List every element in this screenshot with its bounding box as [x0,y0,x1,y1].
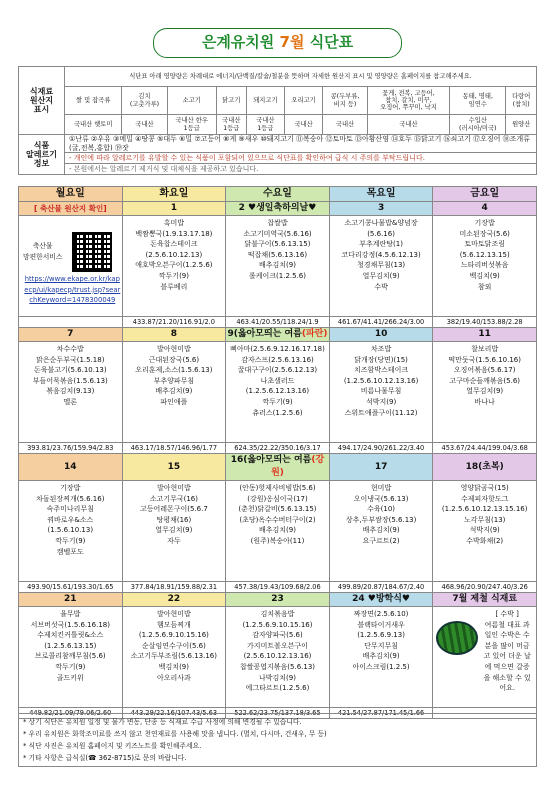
menu-item: 미소된장국(5.6) [459,229,510,238]
nutrition-cell: 463.41/20.55/118.24/1.9 [226,317,330,328]
date-highlight: (파란) [301,329,328,339]
menu-item: 아이스크림(1.2.5) [352,662,410,671]
nutrition-cell: 468.96/20.90/247.40/3.26 [433,582,537,593]
menu-cell [329,216,433,317]
menu-item: 나박김치(9) [259,673,296,682]
menu-item: (원주)복숭아(11) [250,536,305,545]
menu-item: 부추양파무침 [153,376,195,385]
menu-cell [329,481,433,582]
menu-cell [226,481,330,582]
menu-item: 백짬뽕국(1.9.13.17.18) [135,229,213,238]
day-fri: 금요일 [433,187,537,202]
menu-item: 석박지(9) [365,397,397,406]
menu-cell [433,481,537,582]
nutrition-cell: 433.87/21.20/116.91/2.0 [122,317,226,328]
menu-cell [433,216,537,317]
menu-item: (1.5.6.10.13) [47,526,94,535]
menu-cell [226,342,330,443]
menu-item: (1.2.5.6.9.10.15.16) [242,620,313,629]
menu-item: 열무김치(9) [362,271,400,280]
seasonal-box [433,607,537,708]
menu-item: (강원)옹심이국(17) [247,494,308,503]
menu-item: 코다리강정(4.5.6.12.13) [341,250,421,259]
menu-item: 돈육불고기(5.6.10.13) [33,366,107,375]
menu-item: 깍두기(9) [158,271,189,280]
menu-cell [19,216,123,317]
menu-item: 캠벨포도 [56,547,84,556]
menu-cell [122,607,226,708]
menu-item: 파인애플 [160,397,188,406]
monday-info-text: 축산물 맘편한서비스 [23,242,63,261]
menu-cell [19,342,123,443]
day-tue: 화요일 [122,187,226,202]
menu-item: (안동)헛제사비빔밥(5.6) [239,484,316,492]
menu-item: 배추김치(9) [259,261,296,270]
menu-item: 차수수밥 [56,345,84,353]
note-line: * 상기 식단은 유치원 일정 및 물가 변동, 단종 등 식재료 수급 사정에 의해 변경될 수 있습니다. [23,718,302,726]
menu-item: 찹쌀밥 [267,219,288,227]
menu-item: (2.5.6.10.12.13) [145,250,203,259]
nutrition-cell: 449.82/21.09/79.06/2.60 [19,708,123,719]
origin-item-name: 돼지고기 [246,87,284,115]
date-cell: 21 [19,593,123,607]
date-cell: 3 [329,202,433,216]
menu-item: 발아현미밥 [156,484,191,492]
date-cell: 18(초복) [433,454,537,481]
menu-item: 떡만둣국(1.5.6.10.16) [448,355,521,364]
date-cell: 23 [226,593,330,607]
menu-item: (춘천)닭갈비(5.6.13.15) [238,505,317,514]
menu-item: 블랙타이거새우 [357,620,405,629]
origin-item-name: 다랑어 (참치) [506,87,537,115]
menu-item: 백김치(9) [158,662,189,671]
menu-item: (5.6.12.13.15) [459,250,510,259]
menu-item: (1.2.5.6.10.12.13.16) [343,376,419,385]
menu-item: (1.2.5.6.10.12.13.15.16) [441,505,528,514]
menu-item: 느타리버섯볶음 [461,261,509,270]
origin-item-name: 닭고기 [216,87,246,115]
menu-item: 브로콜리참깨무침(5.6) [34,652,106,661]
seasonal-label: [ 수박 ] [495,610,519,618]
menu-item: 배추김치(9) [362,652,400,661]
menu-item: 배추김치(9) [155,387,193,396]
menu-item: 오리훈제,소스(1.5.6.13) [135,366,213,375]
menu-cell [433,342,537,443]
menu-item: 차돌된장찌개(5.6.16) [36,494,105,503]
menu-item: 배추김치(9) [362,526,400,535]
menu-item: 근대된장국(5.6) [148,355,200,364]
menu-item: 애호박오븐구이(1.2.5.6) [135,261,213,270]
menu-item: 맑은순두부국(1.5.18) [36,355,105,364]
menu-item: 발아현미밥 [156,610,191,618]
menu-item: 기장밥 [474,219,495,227]
date-cell: 24 ♥방학식♥ [329,593,433,607]
date-cell: 10 [329,328,433,342]
menu-item: 고구마순들깨볶음(5.6) [449,376,521,385]
menu-cell [226,607,330,708]
origin-item-value: 수입산 (러시아/미국) [450,115,506,135]
menu-item: 스위트애플구이(11.12) [344,408,418,417]
menu-item: 롤케이크(1.2.5.6) [248,271,306,280]
origin-item-name: 콩(두부류, 비지 등) [323,87,368,115]
menu-item: 찹쌀꽁엽지볶음(5.6.13) [239,662,316,671]
nutrition-cell: 493.90/15.61/193.30/1.65 [19,582,123,593]
menu-item: 깍두기(9) [55,536,86,545]
day-mon: 월요일 [19,187,123,202]
origin-item-name: 쌀 및 잡곡류 [65,87,122,115]
menu-item: 흑미밥 [163,219,185,227]
menu-item: (1.2.5.6.12.13.16) [245,387,310,396]
date-cell: 8 [122,328,226,342]
nutrition-cell: 443.29/22.16/107.43/5.63 [122,708,226,719]
menu-item: 가지미트볼오븐구이 [247,641,308,650]
note-line: * 식단 사진은 유치원 홈페이지 및 키즈노트를 확인해주세요. [23,742,202,750]
menu-item: 서브버섯국(1.5.6.16.18) [30,620,110,629]
menu-item: 삐아마(2.5.6.9.12.16.17.18) [230,345,325,353]
date-cell: 9(옳아모띄는 여름(파란) [226,328,330,342]
menu-cell [122,342,226,443]
nutrition-cell: 624.35/22.22/350.16/3.17 [226,443,330,454]
date-cell: 16(옳아모띄는 여름(강원) [226,454,330,481]
nutrition-cell: 499.89/20.87/184.67/2.40 [329,582,433,593]
menu-item: 토마토닭조림 [464,240,505,249]
menu-item: 차조밥 [370,345,392,353]
menu-item: 오징어볶음(5.6.17) [453,366,516,375]
menu-item: 발아현미밥 [156,345,191,353]
page-title: 은계유치원 7월 식단표 [153,28,402,58]
menu-item: 비름나물무침 [360,387,402,396]
nutrition-cell: 522.62/23.75/137.18/3.65 [226,708,330,719]
menu-item: 치즈함박스테이크 [354,366,409,375]
menu-item: (초당)옥수수버터구이(2) [239,515,316,524]
menu-item: 소고기미역국(5.6.16) [243,229,312,238]
nutrition-cell: 377.84/18.91/159.88/2.31 [122,582,226,593]
menu-item: 감자스프(2.5.6.13.16) [241,355,314,364]
menu-item: 현미밥 [370,484,392,492]
menu-table [18,186,537,719]
menu-item: 탕평채(16) [156,515,192,524]
nutrition-cell: 494.17/24.90/261.22/3.40 [329,443,433,454]
date-cell: 15 [122,454,226,481]
menu-item: 열무김치(9) [155,526,193,535]
nutrition-cell: 393.81/23.76/159.94/2.83 [19,443,123,454]
nutrition-cell: 461.67/41.41/266.24/3.00 [329,317,433,328]
menu-item: 수박 [374,282,388,291]
date-cell: 1 [122,202,226,216]
allergy-list: ①난류 ②우유 ③메밀 ④땅콩 ⑤대두 ⑥밀 ⑦고등어 ⑧게 ⑨새우 ⑩돼지고기 ⑪복숭아 ⑫토마토 ⑬아황산염 ⑭호두 ⑮닭고기 ⑯쇠고기 ⑰오징어 ⑱조개류(굴,전복,홍합) ⑲잣 [65,135,537,153]
menu-cell [329,342,433,443]
menu-item: (1.2.5.6.13.15) [44,641,97,650]
allergy-label: 식품 알레르기 정보 [19,135,65,175]
menu-item: 블루베리 [160,282,188,291]
origin-desc: 식단표 아래 영양량은 차례대로 에너지/단백질/칼슘/철분을 뜻하며 자세한 원산지 표시 및 영양량은 홈페이지를 참고해주세요. [65,67,537,87]
menu-item: 깍두기(9) [55,662,86,671]
date-cell: [ 축산물 원산지 확인] [19,202,123,216]
menu-cell [122,481,226,582]
menu-item: 깍두기(9) [262,397,293,406]
menu-item: 골드키위 [56,673,84,682]
menu-item: 멜론 [63,397,78,406]
origin-item-value: 국내산 햇토미 [65,115,122,135]
menu-item: 김치볶음밥 [260,610,295,618]
date-cell: 7월 제철 식재료 [433,593,537,607]
day-wed: 수요일 [226,187,330,202]
date-cell: 2 ♥생일축하의날♥ [226,202,330,216]
origin-item-name: 오리고기 [284,87,322,115]
date-cell: 14 [19,454,123,481]
menu-item: 자두 [167,536,181,545]
menu-item: 소고기무국(16) [149,494,198,503]
menu-item: 떡잡채(5.6.13.16) [247,250,308,259]
menu-item: 부들어묵볶음(1.5.6.13) [32,376,108,385]
nutrition-cell: 421.54/27.87/171.45/1.66 [329,708,433,719]
menu-item: 숙주미나리무침 [46,505,94,514]
menu-item: (1.2.5.6.9.10.15.16) [138,631,209,640]
menu-item: 수제피자핫도그 [461,494,509,503]
menu-item: 볶음김치(9.13) [46,387,95,396]
menu-item: 닭개장(당면)(15) [354,355,408,364]
menu-item: 나초샐러드 [260,376,295,385]
menu-item: 상추,두부쌈장(5.6.13) [345,515,417,524]
day-thu: 목요일 [329,187,433,202]
origin-link[interactable]: https://www.ekape.or.kr/kapecp/ui/kapecp/trust.jsp?searchKeyword=1478300049 [24,275,121,305]
menu-item: 배추김치(9) [259,526,296,535]
date-cell: 22 [122,593,226,607]
menu-item: (5.6.16) [367,229,395,238]
menu-item: 백김치(9) [469,271,500,280]
nutrition-cell: 453.67/24.44/199.04/3.68 [433,443,537,454]
nutrition-cell: 382/19.40/153.88/2.28 [433,317,537,328]
menu-cell [329,607,433,708]
date-cell: 17 [329,454,433,481]
menu-cell [19,607,123,708]
menu-item: 돈육찹스테이크 [150,240,198,249]
origin-item-name: 김치 (고춧가루) [122,87,167,115]
origin-item-name: 동태, 명태, 임연수 [450,87,506,115]
menu-item: 단무지무침 [364,641,398,650]
menu-item: 고등어레몬구이(5.6.7 [139,505,208,514]
menu-item: 순살임연수구이(5.6) [141,641,206,650]
origin-item-value: 국내산 [323,115,368,135]
menu-item: 닭불구이(5.6.13.15) [244,240,311,249]
origin-item-value: 국내산 [367,115,449,135]
menu-item: (1.2.5.6.9.13) [357,631,405,640]
qr-code-icon[interactable] [72,232,112,272]
origin-item-value: 국내산 한우 1등급 [167,115,216,135]
nutrition-cell: 463.17/18.57/146.96/1.77 [122,443,226,454]
menu-cell [19,481,123,582]
origin-item-value: 원양산 [506,115,537,135]
origin-item-value: 국내산 [122,115,167,135]
note-line: * 기타 사항은 급식실(☎ 362-8715)로 문의 바랍니다. [23,754,187,762]
origin-item-value: 국내산 [284,115,322,135]
menu-item: 영양닭곰국(15) [460,484,509,492]
menu-item: 수박화채(2) [466,536,504,545]
menu-item: 열무김치(9) [466,387,504,396]
notes [18,713,537,767]
allergy-note-1: - 개인에 따라 알레르기를 유발할 수 있는 식품이 포함되어 있으므로 식단표를 확인하여 급식 시 주의를 부탁드립니다. [69,153,425,162]
menu-item: 노각무침(13) [463,515,506,524]
origin-label: 식재료 원산지 표시 [19,67,65,135]
menu-item: 기장밥 [60,484,81,492]
menu-item: 오이냉국(5.6.13) [353,494,409,503]
menu-item: 햄모듬찌개 [156,620,191,629]
menu-item: 찰보리밥 [471,345,499,353]
menu-item: 소고기콩나물밥&양념장 [344,219,418,227]
origin-item-value: 국내산 1등급 [216,115,246,135]
menu-item: 석박지(9) [469,526,500,535]
seasonal-text: 여름철 대표 과일인 수박은 수분을 많이 머금고 있어 더운 날에 먹으면 갈증을 해소할 수 있어요. [483,620,531,693]
note-line: * 우리 유치원은 화학조미료를 쓰지 않고 천연재료를 사용해 맛을 냅니다. (멸치, 다시마, 건새우, 무 등) [23,730,327,738]
menu-cell [226,216,330,317]
menu-item: 짜장면(2.5.6.10) [353,610,409,618]
origin-item-name: 소고기 [167,87,216,115]
menu-item: 아오리사과 [156,673,191,682]
menu-item: 율무밥 [60,610,81,618]
menu-item: (2.5.6.10.12.13.16) [243,652,312,661]
date-cell: 7 [19,328,123,342]
menu-item: 수육(10) [367,505,396,514]
menu-item: 바나나 [474,397,495,406]
menu-item: 감자양파국(5.6) [252,631,303,640]
origin-item-value: 국내산 1등급 [246,115,284,135]
menu-item: 부추계란탕(1) [359,240,403,249]
menu-item: 청경채무침(13) [356,261,406,270]
menu-item: 에그타르트(1.2.5.6) [245,684,310,693]
menu-item: 꿀대구구이(2.5.6.12.13) [237,366,318,375]
watermelon-icon [436,621,478,655]
nutrition-cell: 457.38/19.43/109.68/2.06 [226,582,330,593]
menu-cell [122,216,226,317]
origin-item-name: 꽃게, 전복, 고등어, 참치, 갈치, 미꾸, 오징어, 쭈꾸미, 낙지 [367,87,449,115]
allergy-note-2: - 본원에서는 알레르기 제거식 및 대체식을 제공하고 있습니다. [69,164,259,173]
menu-item: 츄러스(1.2.5.6) [252,408,303,417]
menu-item: 참외 [477,282,492,291]
menu-item: 소고기두부조림(5.6.13.16) [130,652,217,661]
info-table [18,66,537,175]
date-cell: 11 [433,328,537,342]
date-cell: 4 [433,202,537,216]
menu-item: 수제치킨커틀릿&소스 [37,631,104,640]
nutrition-cell [19,317,123,328]
menu-item: 꿔바로우&소스 [47,515,94,524]
date-highlight: (강원) [271,455,325,478]
menu-item: 요구르트(2) [362,536,400,545]
